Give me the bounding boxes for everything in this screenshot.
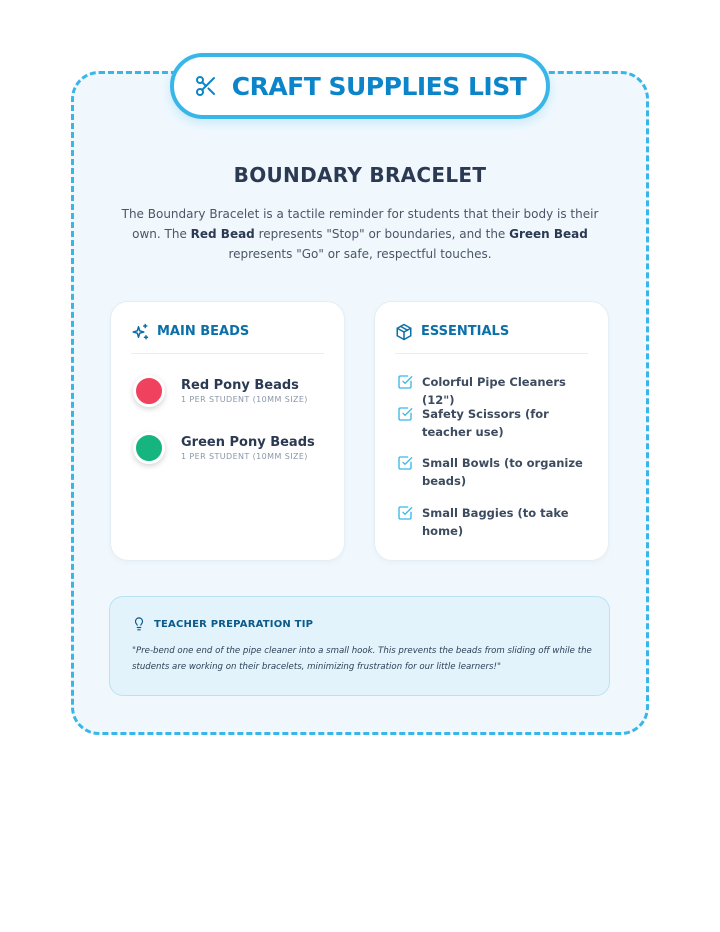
bead-detail: 1 PER STUDENT (10MM SIZE)	[181, 395, 308, 404]
lightbulb-icon	[132, 617, 146, 631]
essentials-header	[395, 322, 588, 354]
essentials-card	[374, 301, 609, 561]
bead-item-red	[133, 375, 308, 407]
tip-header	[132, 617, 313, 631]
page-title: BOUNDARY BRACELET	[233, 163, 487, 187]
intro-green-bead: Green Bead	[509, 227, 588, 241]
banner-title: CRAFT SUPPLIES LIST	[231, 71, 527, 101]
green-bead-swatch	[133, 432, 165, 464]
intro-red-bead: Red Bead	[190, 227, 255, 241]
checkbox-icon	[397, 455, 413, 471]
tip-text: "Pre-bend one end of the pipe cleaner into a small hook. This prevents the beads from sliding off while the students are working on their bracelets, minimizing frustration for our little learners!"	[132, 646, 592, 672]
bead-detail: 1 PER STUDENT (10MM SIZE)	[181, 452, 308, 461]
intro-paragraph	[108, 204, 612, 264]
title-banner	[170, 53, 550, 119]
teacher-tip-box	[109, 596, 610, 696]
scissors-icon	[194, 74, 218, 98]
essential-text: Colorful Pipe Cleaners (12")	[422, 375, 566, 407]
main-beads-header	[131, 322, 324, 354]
essentials-title: ESSENTIALS	[421, 324, 510, 339]
bead-name: Green Pony Beads	[181, 435, 315, 450]
checkbox-icon	[397, 505, 413, 521]
essential-item	[397, 373, 592, 409]
essential-text: Small Bowls (to organize beads)	[422, 456, 583, 488]
tip-title: TEACHER PREPARATION TIP	[154, 618, 314, 630]
main-beads-card	[110, 301, 345, 561]
main-beads-title: MAIN BEADS	[157, 324, 250, 339]
essential-item	[397, 504, 592, 540]
checkbox-icon	[397, 406, 413, 422]
essential-item	[397, 405, 592, 441]
intro-text-3: represents "Go" or safe, respectful touches.	[228, 247, 492, 261]
essential-item	[397, 454, 592, 490]
essential-text: Small Baggies (to take home)	[422, 506, 569, 538]
checkbox-icon	[397, 374, 413, 390]
intro-text-1: The Boundary Bracelet is a tactile reminder for students that their body is their own. The	[121, 207, 599, 241]
package-icon	[395, 323, 413, 341]
intro-text-2: represents "Stop" or boundaries, and the	[254, 227, 510, 241]
essential-text: Safety Scissors (for teacher use)	[422, 407, 549, 439]
bead-item-green	[133, 432, 315, 464]
red-bead-swatch	[133, 375, 165, 407]
sparkles-icon	[131, 323, 149, 341]
bead-name: Red Pony Beads	[181, 378, 299, 393]
